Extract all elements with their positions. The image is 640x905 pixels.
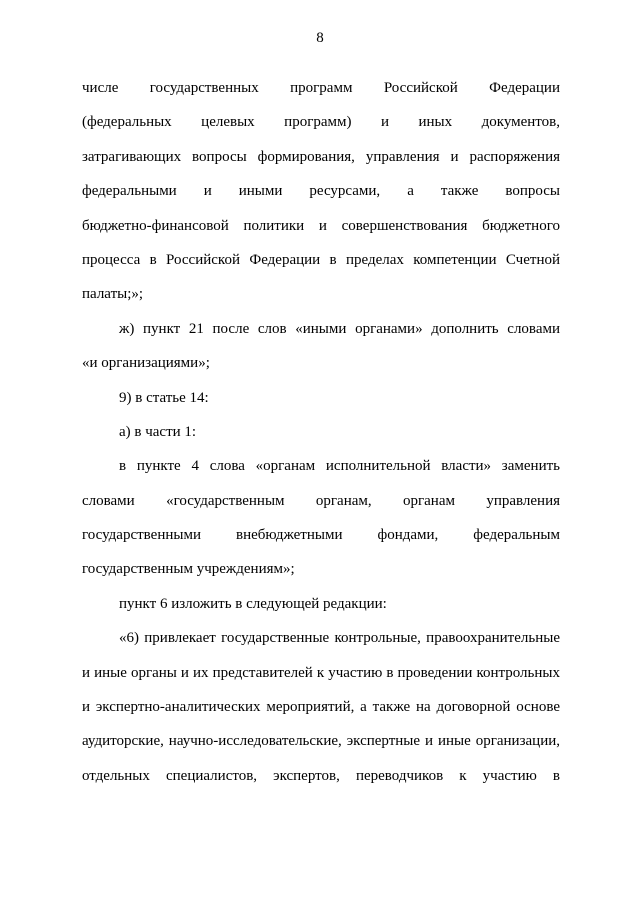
text-line: пункт 6 изложить в следующей редакции: — [119, 595, 387, 612]
text-line: государственными внебюджетными фондами, федеральным — [82, 527, 560, 544]
text-line: палаты;»; — [82, 286, 144, 303]
text-line: 9) в статье 14: — [119, 389, 209, 406]
text-line: государственным учреждениям»; — [82, 561, 295, 578]
text-line: в пункте 4 слова «органам исполнительной власти» заменить — [119, 458, 560, 475]
page-number: 8 — [316, 30, 324, 46]
text-line: федеральными и иными ресурсами, а также вопросы — [82, 183, 560, 200]
text-line: словами «государственным органам, органам управления — [82, 492, 560, 509]
text-line: затрагивающих вопросы формирования, управления и распоряжения — [82, 148, 560, 165]
text-line: числе государственных программ Российской Федерации — [82, 80, 560, 96]
text-line: (федеральных целевых программ) и иных документов, — [82, 114, 560, 131]
text-line: бюджетно-финансовой политики и совершенствования бюджетного — [82, 217, 560, 234]
text-line: и экспертно-аналитических мероприятий, а также на договорной основе — [82, 699, 560, 716]
text-line: процесса в Российской Федерации в пределах компетенции Счетной — [82, 251, 560, 268]
text-line: «6) привлекает государственные контрольные, правоохранительные — [119, 630, 560, 647]
text-line: и иные органы и их представителей к участию в проведении контрольных — [82, 664, 560, 681]
text-line: аудиторские, научно-исследовательские, экспертные и иные организации, — [82, 733, 560, 750]
text-line: отдельных специалистов, экспертов, переводчиков к участию в — [82, 767, 560, 784]
text-line: а) в части 1: — [119, 423, 197, 440]
text-line: «и организациями»; — [82, 355, 210, 372]
document-body — [82, 71, 560, 793]
text-line: ж) пункт 21 после слов «иными органами» дополнить словами — [119, 320, 560, 337]
